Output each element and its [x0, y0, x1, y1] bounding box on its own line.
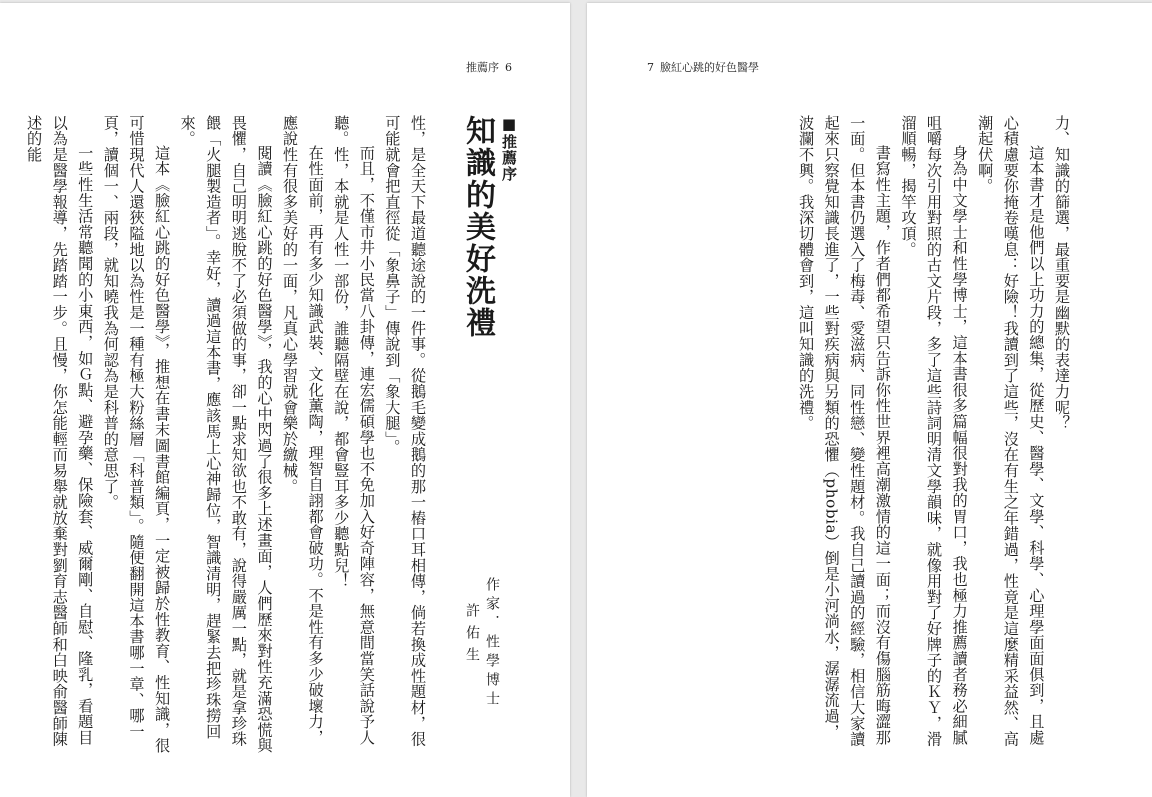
right-page-number: 7	[647, 61, 654, 74]
right-body-text	[792, 115, 1074, 755]
running-head-book-title: 臉紅心跳的好色醫學	[660, 61, 759, 74]
left-page	[0, 3, 570, 797]
author-block	[462, 577, 502, 777]
paragraph: 書寫性主題，作者們都希望只告訴你性世界裡高潮激情的這一面；而沒有傷腦筋晦澀那一面。但本書仍選入了梅毒、愛滋病、同性戀、變性題材。我自己讀過的經驗，相信大家讀起來只察覺知識長進了，一些對疾病與另類的恐懼（phobia）倒是小河淌水，潺潺流過，波瀾不興。我深切體會到，這叫知識的洗禮。	[797, 115, 892, 747]
paragraph: 這本書才是他們以上功力的總集，從歷史、醫學、文學、科學、心理學面面俱到，且處心積慮要你掩卷嘆息：好險！我讀到了這些，沒在有生之年錯過，性竟是這麼精采益然、高潮起伏啊。	[976, 115, 1046, 747]
left-body-text	[21, 115, 431, 755]
page-title: 知識的美好洗禮	[460, 115, 495, 339]
left-running-head	[466, 59, 518, 75]
paragraph: 一些性生活常聽聞的小東西，如Ｇ點、避孕藥、保險套、威爾剛、自慰、隆乳，看題目以為是醫學報導，先踏踏一步。且慢，你怎能輕而易舉就放棄對劉育志醫師和白映俞醫師陳述的能	[25, 115, 95, 747]
paragraph: 這本《臉紅心跳的好色醫學》，推想在書末圖書館編頁，一定被歸於性教育、性知識，很可惜現代人還狹隘地以為性是一種有極大粉絲層「科普類」。隨便翻開這本書哪一章、哪一頁，讀個一、兩段，就知曉我為何認為是科普的意思了。	[101, 115, 172, 754]
paragraph: 閱讀《臉紅心跳的好色醫學》，我的心中閃過了很多上述畫面，人們歷來對性充滿恐慌與畏懼，自己明明逃脫不了必須做的事，卻一點求知欲也不敢有，說得嚴厲一點，就是拿珍珠餵「火腿製造者」。幸好，讀過這本書，應該馬上心神歸位，智識清明，趕緊去把珍珠撈回來。	[178, 115, 274, 754]
left-page-number: 6	[505, 61, 512, 74]
kicker-label: ■推薦序	[500, 115, 518, 182]
running-head-section: 推薦序	[466, 61, 499, 74]
paragraph: 身為中文學士和性學博士，這本書很多篇幅很對我的胃口，我也極力推薦讀者務必細膩咀嚼每次引用對照的古文片段，多了這些詩詞明清文學韻味，就像用對了好牌子的ＫＹ，滑溜順暢，揭竿攻頂。	[899, 115, 969, 747]
paragraph: 力、知識的篩選，最重要是幽默的表達力呢？	[1053, 115, 1071, 431]
author-name: 許佑生	[464, 603, 480, 669]
right-running-head	[647, 59, 759, 75]
right-page	[587, 3, 1152, 797]
author-role: 作家．性學博士	[484, 577, 500, 710]
paragraph: 而且，不僅市井小民當八卦傳，連宏儒碩學也不免加入好奇陣容，無意間當笑話說予人聽。性，本就是人性一部份，誰聽隔壁在說，都會豎耳多少聽點兒！	[332, 115, 376, 746]
title-block	[455, 115, 520, 355]
paragraph: 性，是全天下最道聽途說的一件事。從鵝毛變成鵝的那一樁口耳相傳，倘若換成性題材，很可能就會把直徑從「象鼻子」傳說到「象大腿」。	[383, 115, 427, 747]
paragraph: 在性面前，再有多少知識武裝、文化薰陶，理智自詡都會破功。不是性有多少破壞力，應說性有很多美好的一面，凡真心學習就會樂於繳械。	[281, 115, 325, 746]
